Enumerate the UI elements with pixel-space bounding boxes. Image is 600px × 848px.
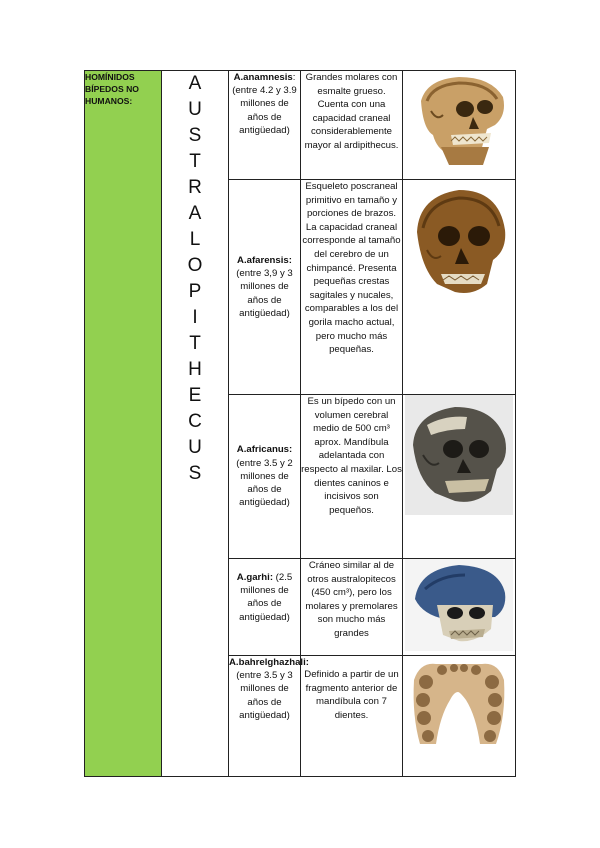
genus-letter: A — [188, 203, 202, 224]
species-cell-anamnesis — [229, 71, 301, 180]
species-description: Grandes molares con esmalte grueso. Cuenta con una capacidad craneal considerablemente mayor al ardipithecus. — [304, 72, 399, 151]
genus-vertical-label — [162, 71, 228, 487]
skull-africanus-image — [405, 395, 513, 515]
species-name: A.anamnesis — [233, 72, 293, 83]
group-label: HOMÍNIDOS BÍPEDOS NO HUMANOS: — [85, 72, 139, 106]
genus-letter: O — [187, 255, 203, 276]
description-cell-bahrelghazali — [301, 656, 403, 777]
group-cell — [85, 71, 162, 777]
species-cell-bahrelghazali — [229, 656, 309, 777]
image-cell-africanus — [403, 395, 516, 559]
species-cell-africanus — [229, 395, 301, 559]
genus-letter: C — [188, 411, 202, 432]
genus-letter: S — [188, 463, 202, 484]
image-cell-garhi — [403, 559, 516, 656]
species-dates: (entre 3,9 y 3 millones de años de antigüedad) — [236, 268, 293, 319]
genus-letter: S — [188, 125, 202, 146]
genus-letter: T — [189, 151, 201, 172]
species-description: Definido a partir de un fragmento anterior de mandíbula con 7 dientes. — [304, 669, 399, 721]
skull-afarensis-image — [407, 180, 511, 306]
genus-letter: L — [189, 229, 201, 250]
genus-letter: I — [192, 307, 198, 328]
species-name: A.garhi: — [236, 572, 274, 583]
hominid-table — [84, 70, 516, 777]
species-description: Esqueleto poscraneal primitivo en tamaño y porciones de brazos. La capacidad craneal corresponde al tamaño del cerebro de un chimpancé. Presenta pequeñas crestas sagitales y nucales, comparables a los del gorila macho actual, pero mucho más pequeñas. — [302, 181, 401, 356]
description-cell-africanus — [301, 395, 403, 559]
jaw-bahrelghazali-image — [406, 656, 512, 752]
genus-letter: U — [188, 99, 202, 120]
skull-anamnesis-image — [407, 71, 511, 171]
image-cell-anamnesis — [403, 71, 516, 180]
species-dates: : (entre 4.2 y 3.9 millones de años de antigüedad) — [232, 72, 297, 136]
species-name: A.africanus: — [236, 444, 293, 456]
species-cell-garhi — [229, 559, 301, 656]
description-cell-anamnesis — [301, 71, 403, 180]
genus-letter: E — [188, 385, 202, 406]
genus-letter: P — [188, 281, 202, 302]
genus-letter: H — [188, 359, 202, 380]
description-cell-garhi — [301, 559, 403, 656]
species-dates: (entre 3.5 y 3 millones de años de antigüedad) — [236, 670, 293, 721]
genus-cell — [162, 71, 229, 777]
image-cell-bahrelghazali — [403, 656, 516, 777]
species-description: Es un bípedo con un volumen cerebral medio de 500 cm³ aprox. Mandíbula adelantada con respecto al maxilar. Los dientes caninos e incisivos son pequeños. — [301, 396, 402, 516]
skull-garhi-image — [405, 559, 513, 651]
species-description: Cráneo similar al de otros australopitecos (450 cm³), pero los molares y premolares son mucho más grandes — [305, 560, 398, 639]
genus-letter: U — [188, 437, 202, 458]
genus-letter: T — [189, 333, 201, 354]
genus-letter: A — [188, 73, 202, 94]
species-name: A.bahrelghazhali: — [229, 657, 309, 668]
species-dates: (entre 3.5 y 2 millones de años de antigüedad) — [236, 457, 293, 509]
genus-letter: R — [188, 177, 202, 198]
description-cell-afarensis — [301, 180, 403, 395]
image-cell-afarensis — [403, 180, 516, 395]
species-cell-afarensis — [229, 180, 301, 395]
species-dates: (2.5 millones de años de antigüedad) — [239, 572, 293, 623]
species-name: A.afarensis: — [237, 254, 292, 266]
